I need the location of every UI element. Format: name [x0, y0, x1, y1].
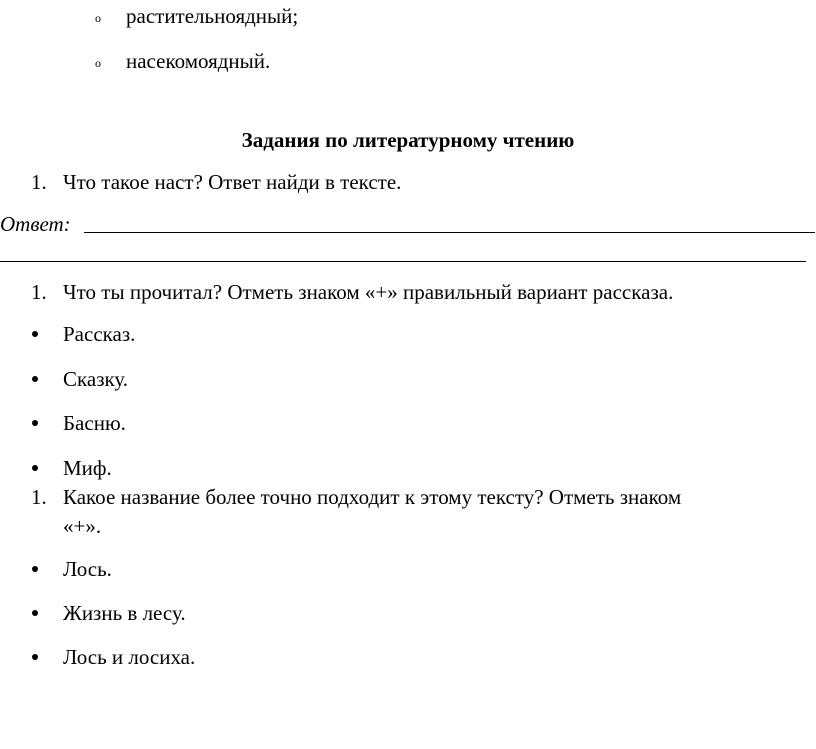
list-item: растительноядный;: [126, 4, 299, 28]
bullet-icon: [32, 420, 38, 426]
option-item: Сказку.: [63, 367, 129, 391]
bullet-icon: [32, 654, 38, 660]
bullet-icon: [32, 376, 38, 382]
section-heading: Задания по литературному чтению: [241, 128, 575, 152]
answer-line: [0, 261, 806, 262]
bullet-icon: [32, 465, 38, 471]
question-number: 1.: [31, 170, 47, 194]
bullet-icon: [32, 331, 38, 337]
answer-label: Ответ:: [0, 212, 71, 236]
bullet-icon: [32, 610, 38, 616]
option-item: Миф.: [63, 456, 112, 480]
option-item: Лось.: [63, 557, 112, 581]
question-number: 1.: [31, 485, 47, 509]
option-item: Рассказ.: [63, 322, 136, 346]
question-number: 1.: [31, 280, 47, 304]
question-text: Что такое наст? Ответ найди в тексте.: [63, 170, 402, 194]
option-item: Лось и лосиха.: [63, 645, 196, 669]
option-item: Жизнь в лесу.: [63, 601, 186, 625]
list-item: насекомоядный.: [126, 49, 271, 73]
option-item: Басню.: [63, 411, 126, 435]
answer-line: [84, 232, 815, 233]
question-text: Какое название более точно подходит к этому тексту? Отметь знаком: [63, 485, 682, 509]
circle-bullet-icon: o: [95, 56, 101, 70]
question-text-continued: «+».: [63, 514, 102, 538]
bullet-icon: [32, 566, 38, 572]
question-text: Что ты прочитал? Отметь знаком «+» правильный вариант рассказа.: [63, 280, 674, 304]
circle-bullet-icon: o: [95, 11, 101, 25]
